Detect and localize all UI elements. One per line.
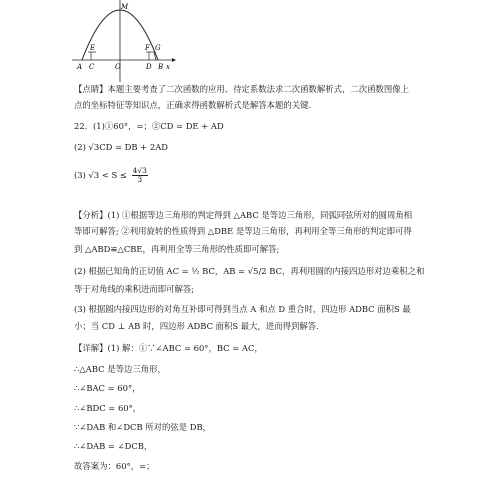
q22-answer-3 xyxy=(74,167,148,184)
q22-answer-3-prefix: (3) √3 < S ≤ xyxy=(74,170,127,180)
analysis-line-4: (2) 根据已知角的正切值 AC = ½ BC，AB = √5/2 BC，再利用圆的内接四边形对边乘积之和 xyxy=(74,266,425,276)
label-b: B xyxy=(158,63,164,71)
fraction-numerator: 4√3 xyxy=(132,166,147,175)
detail-line-7: 故答案为：60°，=； xyxy=(74,461,155,471)
detail-line-4: ∴∠BDC = 60°， xyxy=(74,403,142,413)
label-g: G xyxy=(155,44,161,52)
analysis-line-3: 到 △ABD≌△CBE，再利用全等三角形的性质即可解答; xyxy=(74,244,280,254)
analysis-line-1: 【分析】(1) ①根据等边三角形的判定得到 △ABC 是等边三角形，同弧同弦所对的圆周角相 xyxy=(74,210,413,220)
comment-line-2: 点的坐标特征等知识点，正确求得函数解析式是解答本题的关键. xyxy=(74,100,312,110)
label-f: F xyxy=(145,44,150,52)
x-axis-arrow xyxy=(172,58,176,62)
label-d: D xyxy=(146,63,152,71)
detail-line-1: 【详解】(1) 解：①∵∠ABC = 60°，BC = AC， xyxy=(74,343,263,353)
detail-line-5: ∵∠DAB 和∠DCB 所对的弦是 DB， xyxy=(74,422,212,432)
detail-line-6: ∴∠DAB = ∠DCB， xyxy=(74,441,153,451)
analysis-line-5: 等于对角线的乘积进而即可解答; xyxy=(74,284,195,294)
analysis-line-7: 小；当 CD ⊥ AB 时，四边形 ADBC 面积S 最大，进而得到解答. xyxy=(74,321,319,331)
label-c: C xyxy=(89,63,95,71)
detail-line-2: ∴△ABC 是等边三角形， xyxy=(74,364,166,374)
comment-line-1: 【点睛】本题主要考查了二次函数的应用、待定系数法求二次函数解析式，二次函数图像上 xyxy=(74,84,409,94)
q22-answer-3-fraction xyxy=(132,167,148,184)
parabola-figure xyxy=(60,0,200,82)
label-m: M xyxy=(121,3,129,11)
q22-answer-2: (2) √3CD = DB + 2AD xyxy=(74,142,168,152)
label-o: O xyxy=(115,63,121,71)
label-e: E xyxy=(90,44,96,52)
label-a: A xyxy=(77,63,83,71)
fraction-denominator: 3 xyxy=(137,175,143,184)
label-x: x xyxy=(166,63,170,71)
analysis-line-2: 等即可解答; ②利用旋转的性质得到 △DBE 是等边三角形，再利用全等三角形的判定即可得 xyxy=(74,226,412,236)
analysis-line-6: (3) 根据圆内接四边形的对角互补即可得到当点 A 和点 D 重合时，四边形 ADBC 面积S 最 xyxy=(74,304,411,314)
q22-answer-1: 22．(1)①60°，=；②CD = DE + AD xyxy=(74,121,224,131)
detail-line-3: ∴∠BAC = 60°， xyxy=(74,383,141,393)
